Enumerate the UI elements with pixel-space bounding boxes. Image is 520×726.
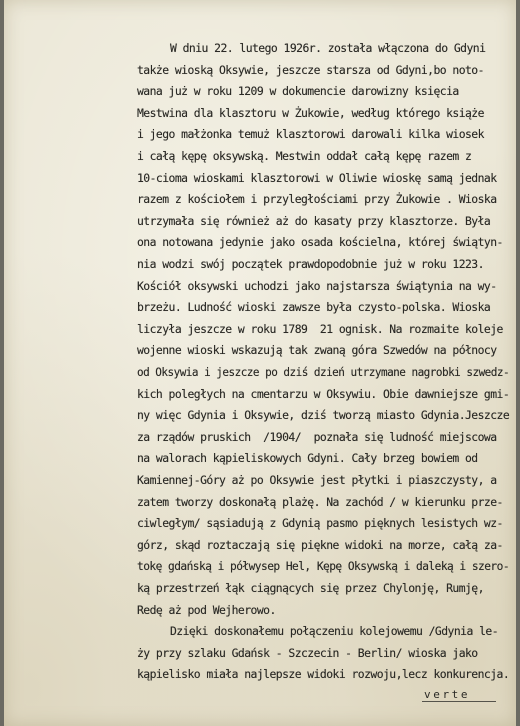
text-line: ciwległym/ sąsiadują z Gdynią pasmo pięknych lesistych wz- <box>137 516 503 531</box>
page-turn-note: verte <box>424 688 471 701</box>
text-line: od Oksywia i jeszcze po dziś dzień utrzymane nagrobki szwedz- <box>137 365 510 379</box>
footer-underline <box>422 701 496 702</box>
text-line: także wioską Oksywie, jeszcze starsza od Gdyni,bo noto- <box>137 62 484 77</box>
text-line: nia wodzi swój początek prawdopodobnie już w roku 1223. <box>137 257 484 271</box>
text-line: Redę aż pod Wejherowo. <box>137 602 276 617</box>
text-line: Kamiennej-Góry aż po Oksywie jest płytki i piaszczysty, a <box>137 473 497 487</box>
text-line: Mestwina dla klasztoru w Żukowie, według którego książe <box>137 105 484 120</box>
text-line: tokę gdańską i półwysep Hel, Kępę Oksywską i daleką i szero- <box>137 559 510 574</box>
text-line: utrzymała się również aż do kasaty przy klasztorze. Była <box>137 213 491 228</box>
typewritten-page <box>4 0 516 726</box>
text-line: ką przestrzeń łąk ciągnących się przez Chylonję, Rumję, <box>137 581 484 595</box>
text-line: wojenne wioski wskazują tak zwaną góra Szwedów na północy <box>137 343 497 358</box>
text-line: ny więc Gdynia i Oksywie, dziś tworzą miasto Gdynia.Jeszcze <box>137 408 510 423</box>
text-line: liczyła jeszcze w roku 1789 21 ognisk. Na rozmaite koleje <box>137 321 503 336</box>
text-line: ży przy szlaku Gdańsk - Szczecin - Berlin/ wioska jako <box>137 645 478 660</box>
text-line: W dniu 22. lutego 1926r. została włączona do Gdyni <box>170 41 486 55</box>
text-line: Kościół oksywski uchodzi jako najstarsza świątynia na wy- <box>137 278 497 293</box>
text-line: razem z kościołem i przyległościami przy Żukowie . Wioska <box>137 192 497 207</box>
text-line: wana już w roku 1209 w dokumencie darowizny księcia <box>137 84 459 99</box>
text-line: za rządów pruskich /1904/ poznała się ludność miejscowa <box>137 429 497 444</box>
text-line: ona notowana jedynie jako osada kościelna, której świątyn- <box>137 235 503 250</box>
text-line: 10-cioma wioskami klasztorowi w Oliwie wioskę samą jednak <box>137 170 497 185</box>
text-line: kąpielisko miała najlepsze widoki rozwoju,lecz konkurencja. <box>137 667 510 682</box>
text-line: i jego małżonka temuż klasztorowi darowali kilka wiosek <box>137 127 484 142</box>
text-line: i całą kępę oksywską. Mestwin oddał całą kępę razem z <box>137 149 472 163</box>
text-line: Dzięki doskonałemu połączeniu kolejowemu /Gdynia le- <box>170 624 499 639</box>
text-line: brzeżu. Ludność wioski zawsze była czysto-polska. Wioska <box>137 300 491 315</box>
text-line: kich poległych na cmentarzu w Oksywiu. Obie dawniejsze gmi- <box>137 386 510 401</box>
text-line: zatem tworzy doskonałą plażę. Na zachód / w kierunku prze- <box>137 494 503 509</box>
text-line: górz, skąd roztaczają się piękne widoki na morze, całą za- <box>137 537 503 552</box>
text-line: na walorach kąpieliskowych Gdyni. Cały brzeg bowiem od <box>137 451 478 466</box>
